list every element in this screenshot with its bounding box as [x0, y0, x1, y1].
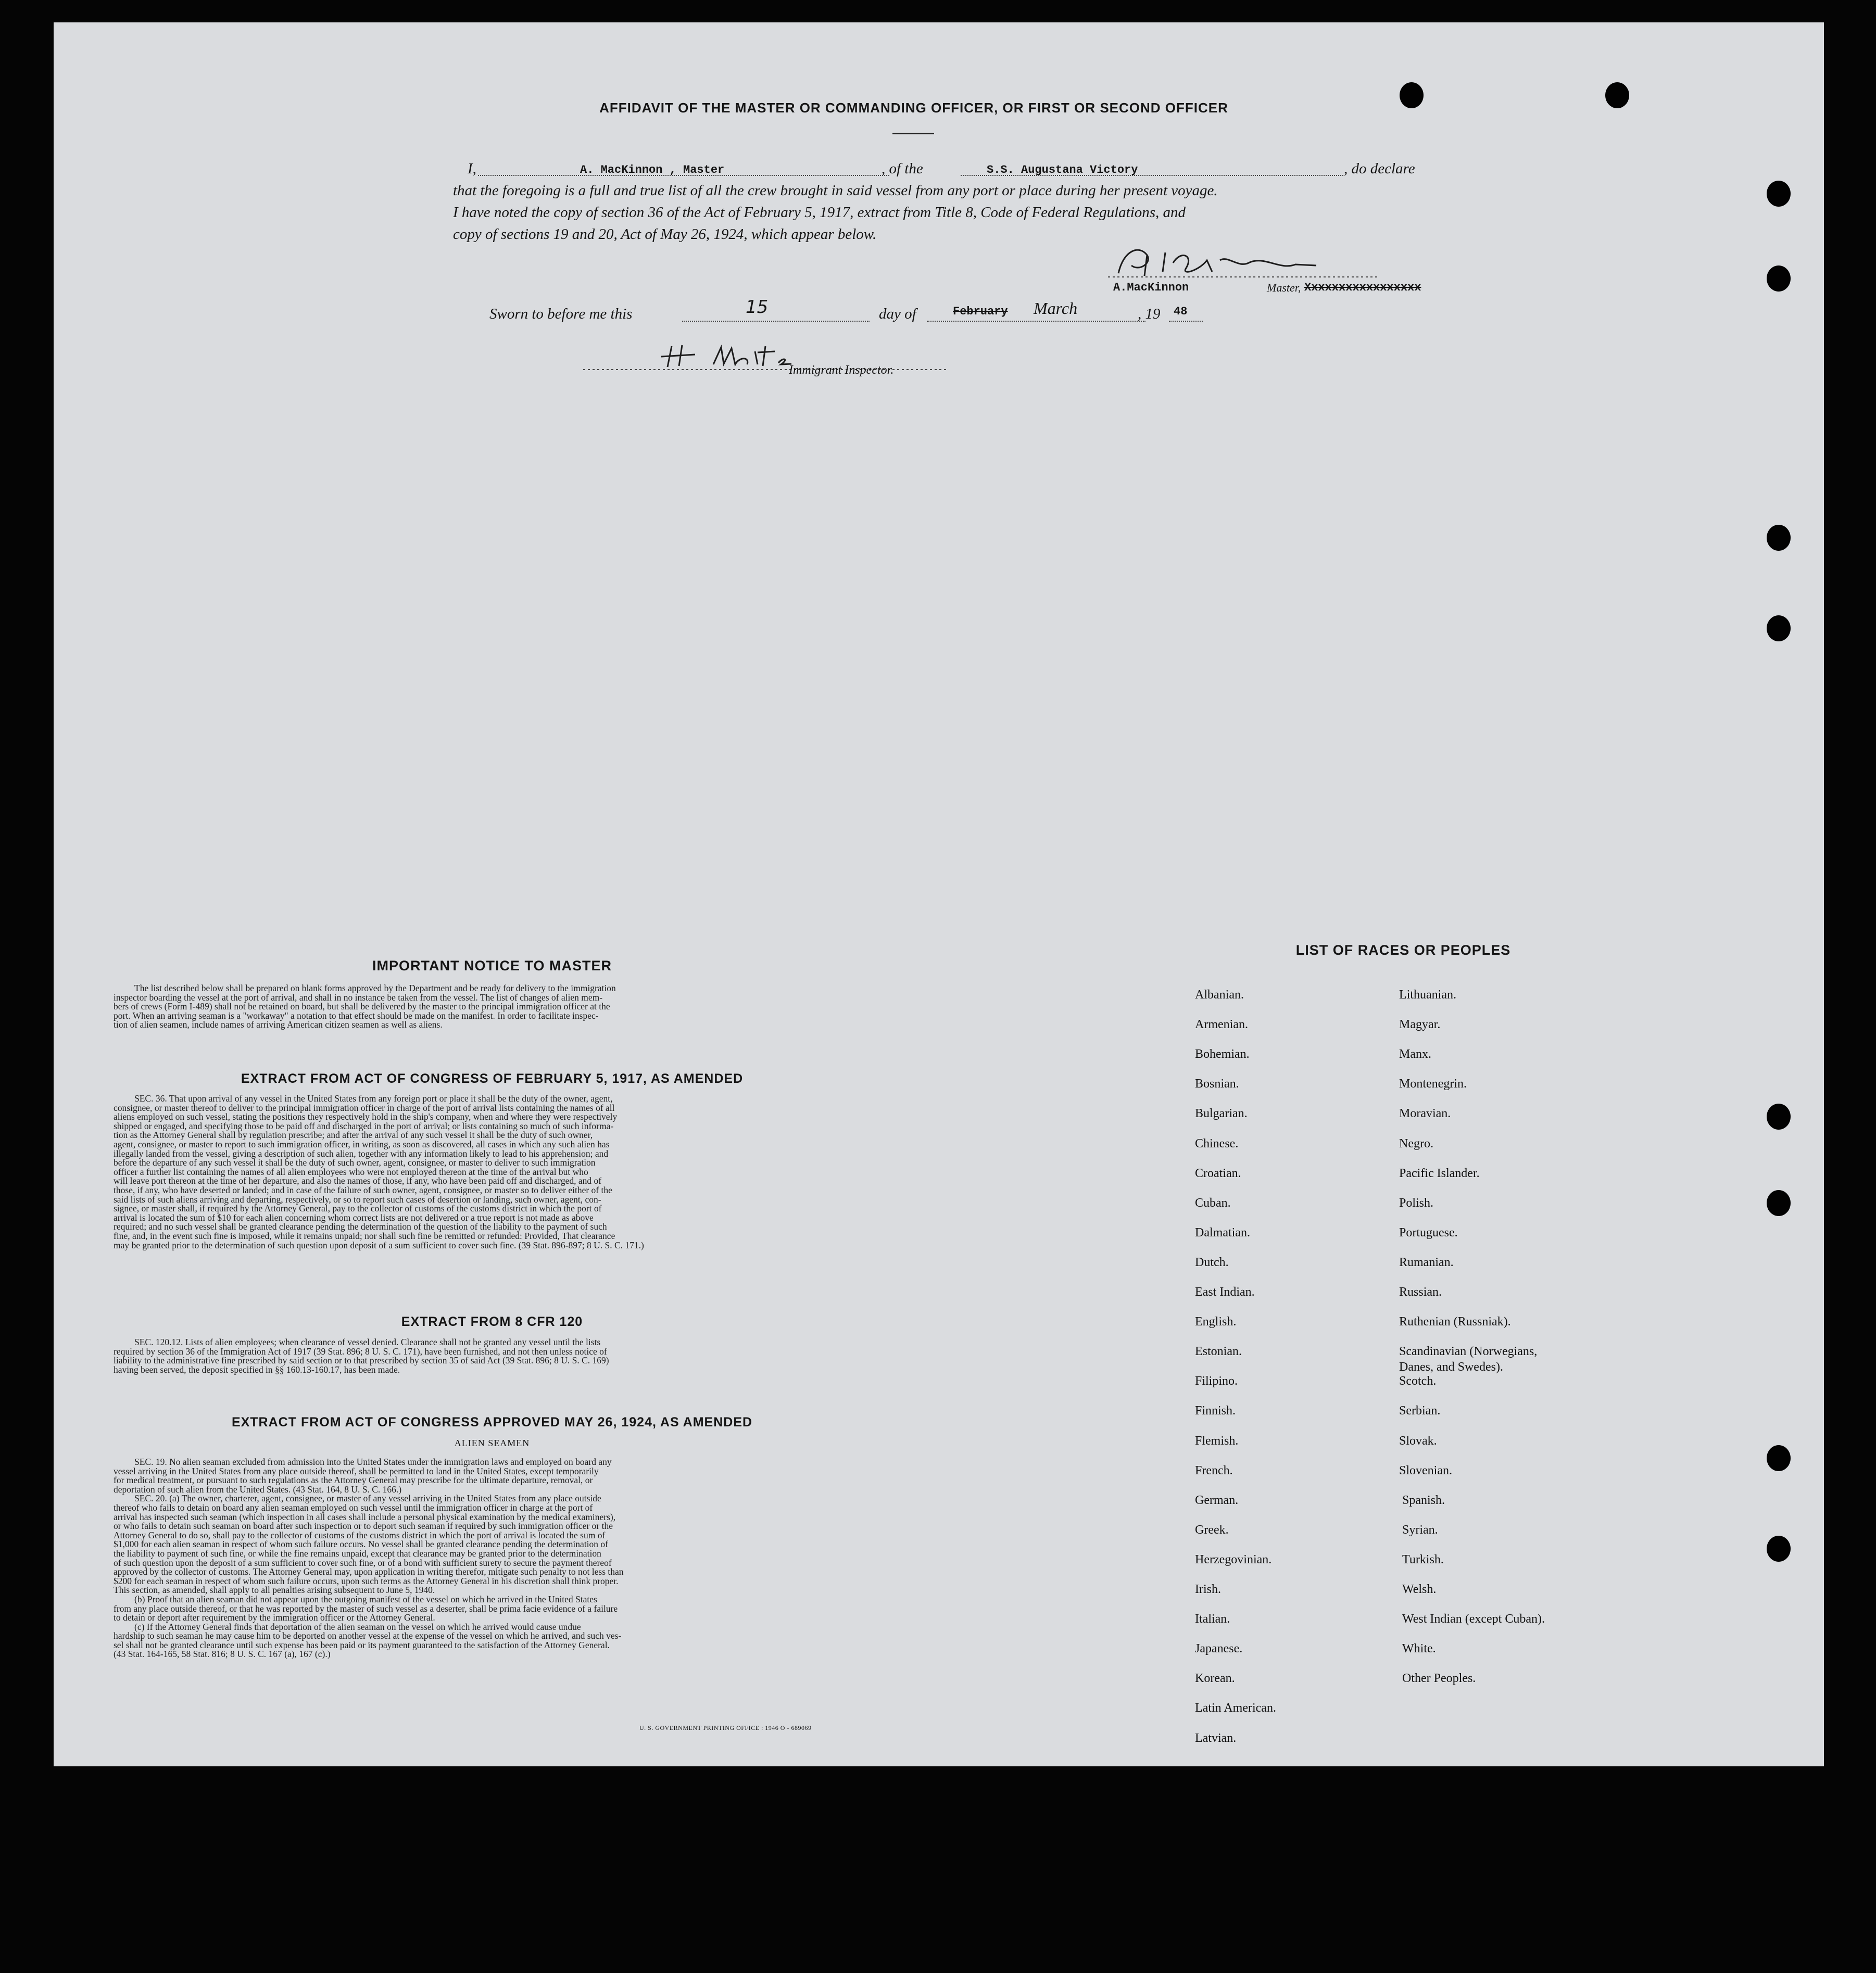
sworn-year-dotline [1169, 321, 1203, 322]
extract-1917-text [114, 1094, 879, 1250]
punch-hole-top-right [1605, 82, 1629, 108]
extract-1924-line: from any place outside thereof, or that he was reported by the master of such vessel as a deserter, shall be prima facie evidence of a failure [114, 1603, 618, 1614]
extract-1924-line: or who fails to detain such seaman on board after such inspection or to deport such seaman if required by such immigration officer or the [114, 1521, 613, 1532]
extract-1917-line: may be granted prior to the determination of such question upon deposit of a sum sufficient to cover such fine. (39 Stat. 896-897; 8 U. S. C. 171.) [114, 1240, 644, 1250]
extract-1924-line: deportation of such alien from the United States. (43 Stat. 164, 8 U. S. C. 166.) [114, 1484, 402, 1495]
extract-1924-line: approved by the collector of customs. The Attorney General may, upon application in writing therefor, mitigate such penalty to not less than [114, 1566, 624, 1577]
sworn-day-of: day of [879, 306, 916, 322]
punch-hole-right-7 [1767, 1445, 1791, 1471]
extract-1917-line: said lists of such aliens arriving and departing, respectively, or so to report such cases of desertion or landing, such owner, agent, con- [114, 1194, 601, 1205]
race-item: Welsh. [1402, 1583, 1437, 1596]
extract-1924-line: (43 Stat. 164-165, 58 Stat. 816; 8 U. S. C. 167 (a), 167 (c).) [114, 1649, 331, 1660]
race-item: English. [1195, 1315, 1237, 1329]
race-item: Filipino. [1195, 1374, 1238, 1388]
race-item: Albanian. [1195, 988, 1244, 1002]
sworn-day-dotline [682, 321, 870, 322]
notice-line-5: tion of alien seamen, include names of arriving American citizen seamen as well as aliens. [114, 1019, 443, 1030]
race-item: Syrian. [1402, 1523, 1438, 1537]
race-item: Latvian. [1195, 1731, 1237, 1745]
race-item: Slovenian. [1399, 1463, 1452, 1477]
race-item: French. [1195, 1463, 1233, 1477]
punch-hole-right-1 [1767, 181, 1791, 207]
punch-hole-right-3 [1767, 525, 1791, 551]
race-item: Danes, and Swedes). [1399, 1360, 1503, 1374]
race-item: Dalmatian. [1195, 1225, 1250, 1240]
extract-1924-line: (b) Proof that an alien seaman did not appear upon the outgoing manifest of the vessel on which he arrived in the United States [134, 1593, 597, 1604]
punch-hole-right-6 [1767, 1190, 1791, 1216]
race-item: Turkish. [1402, 1552, 1444, 1566]
sworn-year-prefix: , 19 [1138, 306, 1161, 322]
race-item: German. [1195, 1493, 1239, 1507]
race-item: Serbian. [1399, 1404, 1441, 1418]
notice-title: IMPORTANT NOTICE TO MASTER [372, 958, 612, 973]
extract-1924-line: to detain or deport after requirement by the immigration officer or the Attorney General. [114, 1612, 435, 1623]
extract-1924-line: This section, as amended, shall apply to all penalties arising subsequent to June 5, 1940. [114, 1585, 435, 1596]
sworn-day: 15 [746, 297, 769, 318]
race-item: Dutch. [1195, 1255, 1229, 1269]
master-name-dotline [478, 175, 889, 176]
extract-1924-line: for medical treatment, or pursuant to such regulations as the Attorney General may prescribe for the ultimate departure, removal, or [114, 1475, 593, 1486]
race-item: Polish. [1399, 1196, 1434, 1210]
extract-1924-line: sel shall not be granted clearance until such expense has been paid or its payment guaranteed to the satisfaction of the Attorney General. [114, 1639, 610, 1650]
extract-1924-line: Attorney General to do so, shall pay to the collector of customs of the customs district in which the port of arrival is located the sum of [114, 1529, 606, 1540]
race-item: Montenegrin. [1399, 1077, 1467, 1091]
race-item: Italian. [1195, 1612, 1230, 1626]
race-item: Bohemian. [1195, 1047, 1250, 1061]
race-item: Croatian. [1195, 1166, 1241, 1180]
extract-cfr-text [114, 1338, 879, 1374]
race-item: Lithuanian. [1399, 988, 1456, 1002]
race-item: East Indian. [1195, 1285, 1255, 1299]
extract-cfr-title: EXTRACT FROM 8 CFR 120 [401, 1314, 583, 1329]
race-item: Bulgarian. [1195, 1107, 1248, 1121]
master-signature [1108, 239, 1379, 281]
vessel-name: S.S. Augustana Victory [987, 163, 1138, 176]
declaration-line-3: I have noted the copy of section 36 of the Act of February 5, 1917, extract from Title 8, Code of Federal Regulations, and [453, 204, 1186, 221]
extract-1924-line: SEC. 19. No alien seaman excluded from admission into the United States under the immigration laws and employed on board any [134, 1457, 612, 1467]
notice-line-3: bers of crews (Form I-489) shall not be retained on board, but shall be delivered by the master to the principal immigration officer at the [114, 1001, 610, 1012]
extract-1917-line: consignee, or master thereof to deliver to the principal immigration officer in charge of the port of arrival lists containing the names of all [114, 1102, 615, 1113]
extract-1924-line: $1,000 for each alien seaman in respect of whom such failure occurs. No vessel shall be granted clearance pending the determination of [114, 1539, 608, 1550]
race-item: Pacific Islander. [1399, 1166, 1480, 1180]
extract-1917-line: before the departure of any such vessel it shall be the duty of such owner, agent, consignee, or master to deliver to such immigration [114, 1157, 596, 1168]
race-item: Irish. [1195, 1583, 1221, 1596]
extract-1924-line: $200 for each seaman in respect of whom such failure occurs, upon such terms as the Attorney General in his discretion shall think proper. [114, 1575, 619, 1586]
extract-1917-line: agent, consignee, or master to report to such immigration officer, in writing, as soon as discovered, all cases in which any such alien has [114, 1139, 610, 1149]
punch-hole-right-5 [1767, 1104, 1791, 1130]
extract-1917-line: tion as the Attorney General shall by regulation prescribe; and after the arrival of any such vessel it shall be the duty of such owner, [114, 1130, 593, 1141]
extract-1917-line: required; and no such vessel shall be granted clearance pending the determination of the question of the liability to the payment of such [114, 1221, 607, 1232]
race-item: Chinese. [1195, 1136, 1239, 1150]
race-item: Moravian. [1399, 1107, 1451, 1121]
race-item: Portuguese. [1399, 1225, 1458, 1240]
race-item: Armenian. [1195, 1018, 1248, 1032]
extract-1924-line: vessel arriving in the United States from any place outside thereof, shall be permitted to land in the United States, except temporarily [114, 1465, 599, 1476]
declaration-do-declare: , do declare [1344, 160, 1415, 177]
race-item: Finnish. [1195, 1404, 1236, 1418]
race-item: Russian. [1399, 1285, 1442, 1299]
race-item: Magyar. [1399, 1018, 1441, 1032]
extract-1924-line: SEC. 20. (a) The owner, charterer, agent, consignee, or master of any vessel arriving in the United States from any place outside [134, 1493, 601, 1504]
race-item: Korean. [1195, 1672, 1235, 1686]
affidavit-title: AFFIDAVIT OF THE MASTER OR COMMANDING OFFICER, OR FIRST OR SECOND OFFICER [599, 100, 1228, 116]
notice-line-4: port. When an arriving seaman is a "workaway" a notation to that effect should be made on the manifest. In order to facilitate inspec- [114, 1010, 599, 1021]
extract-1924-line: thereof who fails to detain on board any alien seaman employed on such vessel until the immigration officer in charge at the port of [114, 1502, 593, 1513]
race-item: Spanish. [1402, 1493, 1445, 1507]
extract-1917-line: illegally landed from the vessel, giving a description of such alien, together with any information likely to lead to his apprehension; and [114, 1148, 609, 1159]
printer-imprint: U. S. GOVERNMENT PRINTING OFFICE : 1946 O - 689069 [639, 1724, 812, 1731]
race-item: Slovak. [1399, 1434, 1437, 1448]
extract-1917-line: aliens employed on such vessel, stating the positions they respectively hold in the ship's company, when and where they were respectively [114, 1111, 618, 1122]
sworn-month-typed: February [953, 305, 1008, 318]
extract-1924-line: arrival has inspected such seaman (which inspection in all cases shall include a personal physical examination by the medical examiners), [114, 1511, 616, 1522]
race-item: Ruthenian (Russniak). [1399, 1315, 1511, 1329]
race-item: Rumanian. [1399, 1255, 1454, 1269]
race-item: Manx. [1399, 1047, 1431, 1061]
extract-1924-line: (c) If the Attorney General finds that deportation of the alien seaman on the vessel on which he arrived would cause undue [134, 1621, 581, 1632]
extract-1924-title: EXTRACT FROM ACT OF CONGRESS APPROVED MAY 26, 1924, AS AMENDED [231, 1415, 753, 1430]
struck-role-text: Xxxxxxxxxxxxxxxxx [1304, 281, 1421, 294]
declaration-line-2: that the foregoing is a full and true list of all the crew brought in said vessel from any port or place during her present voyage. [453, 182, 1218, 199]
race-item: Other Peoples. [1402, 1672, 1476, 1686]
declaration-line-4: copy of sections 19 and 20, Act of May 26, 1924, which appear below. [453, 226, 877, 243]
notice-line-2: inspector boarding the vessel at the port of arrival, and shall in no instance be taken from the vessel. The list of changes of alien mem- [114, 992, 603, 1003]
extract-1924-line: of such question upon the deposit of a sum sufficient to cover such fine, or of a bond with sufficient surety to secure the payment thereof [114, 1557, 612, 1568]
race-item: White. [1402, 1642, 1436, 1656]
race-item: Greek. [1195, 1523, 1229, 1537]
race-item: Bosnian. [1195, 1077, 1239, 1091]
title-rule [892, 133, 934, 134]
race-item: Estonian. [1195, 1345, 1242, 1359]
notice-text [114, 984, 879, 1030]
inspector-label: Immigrant Inspector. [789, 363, 894, 377]
punch-hole-right-8 [1767, 1536, 1791, 1562]
extract-cfr-line: liability to the administrative fine prescribed by said section or to that prescribed by section 35 of said Act (39 Stat. 896; 8 U. S. C. 169) [114, 1355, 609, 1366]
declaration-prefix: I, [468, 160, 476, 177]
extract-1924-line: hardship to such seaman he may cause him to be deported on another vessel at the expense of the vessel on which he arrived, and such ves- [114, 1630, 622, 1641]
sworn-month-dotline [927, 321, 1145, 322]
race-item: Flemish. [1195, 1434, 1239, 1448]
race-item: Scandinavian (Norwegians, [1399, 1345, 1538, 1359]
extract-1917-line: shipped or engaged, and specifying those to be paid off and discharged in the port of arrival; or lists containing so much of such informa- [114, 1120, 614, 1131]
punch-hole-right-2 [1767, 265, 1791, 292]
master-typed-name: A.MacKinnon [1113, 281, 1189, 294]
extract-1917-line: arrival is located the sum of $10 for each alien concerning whom correct lists are not delivered or a true report is not made as above [114, 1212, 594, 1223]
extract-1917-line: those, if any, who have deserted or landed; and in case of the failure of such owner, agent, consignee, or master so to deliver either of the [114, 1184, 612, 1195]
extract-cfr-line: having been served, the deposit specified in §§ 160.13-160.17, has been made. [114, 1364, 400, 1375]
notice-line-1: The list described below shall be prepared on blank forms approved by the Department and be ready for delivery to the immigration [134, 983, 616, 993]
extract-1917-line: officer a further list containing the names of all alien employees who were not employed thereon at the time of the arrival but who [114, 1166, 588, 1177]
extract-cfr-line: required by section 36 of the Immigration Act of 1917 (39 Stat. 896; 8 U. S. C. 171), have been furnished, and not then unless notice of [114, 1346, 607, 1357]
declaration-line-1 [468, 160, 1436, 181]
extract-1924-subtitle: ALIEN SEAMEN [454, 1438, 530, 1448]
extract-1924-line: the liability to payment of such fine, or while the fine remains unpaid, except that clearance may be granted prior to the determination [114, 1548, 601, 1559]
punch-hole-top-left [1400, 82, 1424, 108]
extract-1917-line: fine, and, in the event such fine is imposed, while it remains unpaid; nor shall such fine be remitted or refunded: Provided, That clearance [114, 1230, 615, 1241]
extract-1917-line: will leave port thereon at the time of her departure, and also the names of those, if any, who have been paid off and discharged, and of [114, 1175, 602, 1186]
race-item: Cuban. [1195, 1196, 1231, 1210]
race-item: Latin American. [1195, 1701, 1276, 1715]
race-item: Herzegovinian. [1195, 1552, 1272, 1566]
master-name: A. MacKinnon , Master [580, 163, 725, 176]
race-item: Scotch. [1399, 1374, 1437, 1388]
extract-1917-line: SEC. 36. That upon arrival of any vessel in the United States from any foreign port or place it shall be the duty of the owner, agent, [134, 1093, 613, 1104]
race-item: Japanese. [1195, 1642, 1243, 1656]
races-title: LIST OF RACES OR PEOPLES [1295, 942, 1511, 958]
extract-1917-title: EXTRACT FROM ACT OF CONGRESS OF FEBRUARY 5, 1917, AS AMENDED [241, 1071, 744, 1086]
extract-1917-line: signee, or master shall, if required by the Attorney General, pay to the collector of customs of the customs district in which the port of [114, 1203, 602, 1214]
sworn-month-written: March [1034, 299, 1078, 318]
race-item: Negro. [1399, 1136, 1433, 1150]
race-item: West Indian (except Cuban). [1402, 1612, 1545, 1626]
extract-1924-text [114, 1458, 879, 1659]
vessel-dotline [961, 175, 1343, 176]
sworn-year: 48 [1174, 305, 1188, 318]
sworn-prefix: Sworn to before me this [489, 306, 633, 322]
declaration-of-the: , of the [882, 160, 923, 177]
master-role: Master, [1267, 281, 1301, 294]
extract-cfr-line: SEC. 120.12. Lists of alien employees; when clearance of vessel denied. Clearance shall not be granted any vessel until the lists [134, 1337, 601, 1347]
punch-hole-right-4 [1767, 615, 1791, 641]
